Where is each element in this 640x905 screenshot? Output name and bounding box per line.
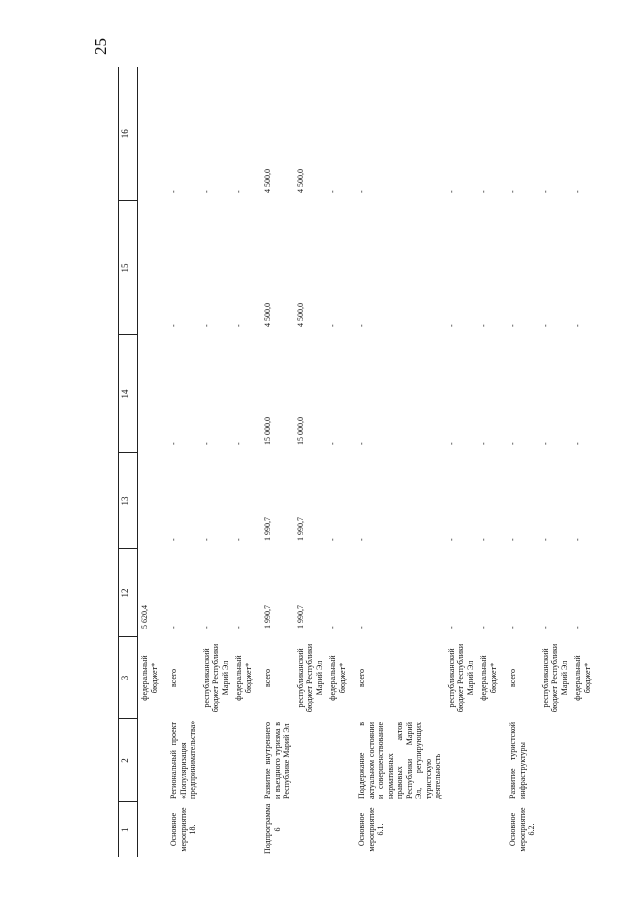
cell-col-12: - bbox=[446, 626, 456, 629]
table-row bbox=[355, 67, 445, 857]
cell-col-14: - bbox=[540, 442, 550, 445]
cell-col-12: - bbox=[479, 626, 488, 629]
table-row bbox=[167, 67, 200, 857]
cell-col-13 bbox=[138, 453, 162, 549]
cell-col-13: - bbox=[508, 538, 517, 541]
page-number: 25 bbox=[91, 38, 110, 55]
cell-col-14: - bbox=[234, 442, 243, 445]
cell-source: федеральный бюджет* bbox=[140, 655, 159, 701]
cell-col-12: - bbox=[234, 626, 243, 629]
cell-col-13: - bbox=[169, 538, 178, 541]
cell-col-16: - bbox=[328, 190, 337, 193]
cell-col-14: - bbox=[357, 442, 366, 445]
cell-col-13: 1 990,7 bbox=[263, 517, 272, 541]
cell-title bbox=[200, 719, 233, 802]
cell-col-12: 5 620,4 bbox=[140, 605, 149, 629]
header-col-16: 16 bbox=[119, 67, 138, 201]
cell-col-13: - bbox=[201, 538, 211, 541]
table-row bbox=[477, 67, 500, 857]
table-row bbox=[326, 67, 349, 857]
cell-section: Основное мероприятие 6.2. bbox=[508, 807, 536, 852]
cell-col-16: 4 500,0 bbox=[263, 169, 272, 193]
cell-col-14: 15 000,0 bbox=[295, 417, 305, 445]
cell-col-12: - bbox=[169, 626, 178, 629]
table-row bbox=[445, 67, 478, 857]
cell-col-16: 4 500,0 bbox=[295, 169, 305, 193]
cell-col-16: - bbox=[540, 190, 550, 193]
cell-col-12: - bbox=[573, 626, 582, 629]
cell-col-15: - bbox=[508, 324, 517, 327]
budget-table bbox=[118, 67, 594, 857]
cell-title: Развитие туристской инфраструктуры bbox=[508, 722, 527, 799]
cell-source: всего bbox=[263, 669, 272, 688]
cell-source: республиканский бюджет Республики Марий Эл bbox=[295, 643, 324, 713]
cell-section bbox=[232, 802, 255, 857]
cell-title: Поддержание в актуальном состоянии и совершенствование нормативных правовых актов Республики Марий Эл, регулирующих туристскую деятельность bbox=[357, 722, 442, 799]
cell-col-12: - bbox=[508, 626, 517, 629]
cell-title bbox=[445, 719, 478, 802]
cell-col-12: - bbox=[357, 626, 366, 629]
cell-col-15: 4 500,0 bbox=[295, 303, 305, 327]
cell-col-16: - bbox=[201, 190, 211, 193]
table-header-row bbox=[119, 67, 138, 857]
cell-col-12: - bbox=[201, 626, 211, 629]
cell-col-15: - bbox=[169, 324, 178, 327]
cell-title bbox=[477, 719, 500, 802]
header-col-2: 2 bbox=[119, 719, 138, 802]
cell-title: Развитие внутреннего и въездного туризма в Республике Марий Эл bbox=[263, 722, 291, 799]
cell-col-13: 1 990,7 bbox=[295, 517, 305, 541]
cell-col-15: - bbox=[328, 324, 337, 327]
cell-col-13: - bbox=[479, 538, 488, 541]
cell-title bbox=[571, 719, 594, 802]
table-row bbox=[294, 67, 327, 857]
cell-col-14: - bbox=[446, 442, 456, 445]
cell-title bbox=[138, 719, 162, 802]
cell-source: республиканский бюджет Республики Марий Эл bbox=[446, 643, 475, 713]
cell-col-12: - bbox=[328, 626, 337, 629]
cell-col-14: 15 000,0 bbox=[263, 417, 272, 445]
cell-col-13: - bbox=[540, 538, 550, 541]
table-row bbox=[138, 67, 162, 857]
cell-source: всего bbox=[357, 669, 366, 688]
cell-col-14: - bbox=[508, 442, 517, 445]
header-col-12: 12 bbox=[119, 549, 138, 637]
cell-col-14: - bbox=[169, 442, 178, 445]
cell-source: республиканский бюджет Республики Марий Эл bbox=[201, 643, 230, 713]
cell-source: федеральный бюджет* bbox=[328, 655, 347, 701]
cell-section bbox=[571, 802, 594, 857]
header-col-14: 14 bbox=[119, 335, 138, 453]
table-row bbox=[200, 67, 233, 857]
cell-col-14 bbox=[138, 335, 162, 453]
cell-col-15: - bbox=[479, 324, 488, 327]
cell-col-16: - bbox=[508, 190, 517, 193]
cell-col-13: - bbox=[328, 538, 337, 541]
cell-source: всего bbox=[508, 669, 517, 688]
cell-col-15: - bbox=[234, 324, 243, 327]
cell-col-16: - bbox=[573, 190, 582, 193]
cell-title: Региональный проект «Популяризация предпринимательства» bbox=[169, 720, 197, 799]
cell-title bbox=[232, 719, 255, 802]
cell-col-14: - bbox=[479, 442, 488, 445]
cell-col-15 bbox=[138, 201, 162, 335]
cell-title bbox=[326, 719, 349, 802]
cell-source: республиканский бюджет Республики Марий Эл bbox=[540, 643, 569, 713]
header-col-3: 3 bbox=[119, 637, 138, 719]
header-col-1: 1 bbox=[119, 802, 138, 857]
cell-col-14: - bbox=[328, 442, 337, 445]
cell-source: федеральный бюджет* bbox=[234, 655, 253, 701]
table-row bbox=[261, 67, 294, 857]
cell-col-13: - bbox=[234, 538, 243, 541]
cell-col-12: 1 990,7 bbox=[263, 605, 272, 629]
table-row bbox=[232, 67, 255, 857]
cell-col-12: - bbox=[540, 626, 550, 629]
cell-section bbox=[294, 802, 327, 857]
table-body bbox=[138, 67, 595, 857]
cell-col-16: - bbox=[479, 190, 488, 193]
cell-title bbox=[539, 719, 572, 802]
cell-section: Подпрограмма 6 bbox=[263, 803, 282, 854]
cell-section bbox=[138, 802, 162, 857]
header-col-13: 13 bbox=[119, 453, 138, 549]
cell-source: всего bbox=[169, 669, 178, 688]
cell-col-16: - bbox=[357, 190, 366, 193]
cell-title bbox=[294, 719, 327, 802]
cell-section bbox=[326, 802, 349, 857]
cell-section: Основное мероприятие 6.1. bbox=[357, 807, 385, 852]
cell-col-16: - bbox=[169, 190, 178, 193]
cell-col-14: - bbox=[201, 442, 211, 445]
cell-col-16 bbox=[138, 67, 162, 201]
cell-col-16: - bbox=[234, 190, 243, 193]
cell-section bbox=[539, 802, 572, 857]
cell-col-15: - bbox=[540, 324, 550, 327]
cell-col-12: 1 990,7 bbox=[295, 605, 305, 629]
cell-col-15: - bbox=[446, 324, 456, 327]
cell-col-13: - bbox=[446, 538, 456, 541]
cell-section: Основное мероприятие 18. bbox=[169, 807, 197, 852]
table-row bbox=[571, 67, 594, 857]
header-col-15: 15 bbox=[119, 201, 138, 335]
cell-col-15: - bbox=[201, 324, 211, 327]
cell-section bbox=[445, 802, 478, 857]
cell-col-15: - bbox=[573, 324, 582, 327]
table-row bbox=[506, 67, 539, 857]
cell-section bbox=[200, 802, 233, 857]
budget-table-sheet bbox=[118, 67, 592, 857]
cell-col-13: - bbox=[573, 538, 582, 541]
cell-col-15: - bbox=[357, 324, 366, 327]
cell-col-13: - bbox=[357, 538, 366, 541]
cell-col-15: 4 500,0 bbox=[263, 303, 272, 327]
cell-col-16: - bbox=[446, 190, 456, 193]
cell-col-14: - bbox=[573, 442, 582, 445]
cell-section bbox=[477, 802, 500, 857]
cell-source: федеральный бюджет* bbox=[573, 655, 592, 701]
cell-source: федеральный бюджет* bbox=[479, 655, 498, 701]
table-row bbox=[539, 67, 572, 857]
